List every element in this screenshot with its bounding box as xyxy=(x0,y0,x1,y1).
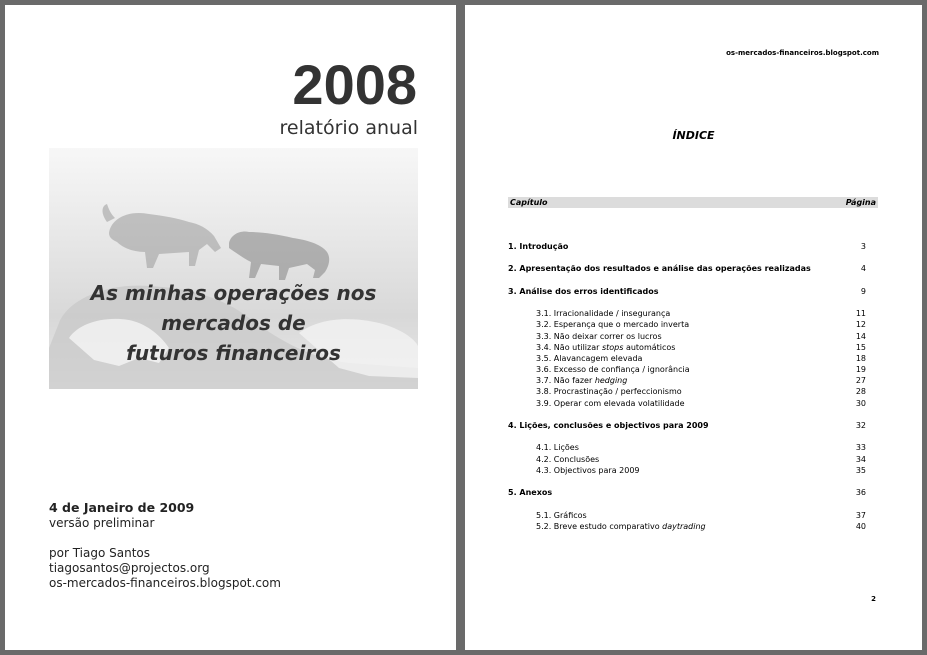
entry-label: 4.3. Objectivos para 2009 xyxy=(536,465,640,475)
index-spacer xyxy=(508,498,866,509)
entry-page: 14 xyxy=(855,331,866,341)
entry-page: 3 xyxy=(860,242,866,251)
entry-label: 3.7. Não fazer xyxy=(536,376,593,386)
entry-label: 5. Anexos xyxy=(508,488,553,498)
entry-label-italic: hedging xyxy=(594,376,628,386)
entry-label: 5.1. Gráficos xyxy=(536,510,587,520)
entry-label: 3.8. Procrastinação / perfeccionismo xyxy=(536,387,682,397)
index-section-entry xyxy=(508,386,866,397)
entry-label: 2. Apresentação dos resultados e análise das operações realizadas xyxy=(508,264,811,274)
index-spacer xyxy=(508,275,866,286)
entry-label: 3.1. Irracionalidade / insegurança xyxy=(536,309,671,319)
index-section-entry xyxy=(508,319,866,330)
index-section-entry xyxy=(508,521,866,532)
entry-page: 32 xyxy=(855,421,866,430)
entry-page: 11 xyxy=(855,309,866,319)
entry-label: 3.2. Esperança que o mercado inverta xyxy=(536,320,690,330)
index-title: ÍNDICE xyxy=(672,129,715,142)
index-page xyxy=(465,5,922,650)
index-chapter-entry xyxy=(508,487,866,498)
index-section-entry xyxy=(508,331,866,342)
entry-page: 34 xyxy=(855,454,866,464)
entry-page: 40 xyxy=(855,521,866,531)
entry-page: 12 xyxy=(855,320,866,330)
index-section-entry xyxy=(508,398,866,409)
cover-date: 4 de Janeiro de 2009 xyxy=(49,500,195,515)
entry-label: 3.6. Excesso de confiança / ignorância xyxy=(536,365,690,375)
column-page: Página xyxy=(845,198,876,207)
cover-title-line: As minhas operações nos xyxy=(90,281,377,305)
index-section-entry xyxy=(508,465,866,476)
cover-year: 2008 xyxy=(292,53,417,116)
cover-image xyxy=(49,148,418,389)
index-chapter-entry xyxy=(508,241,866,252)
index-section-entry xyxy=(508,342,866,353)
entry-page: 4 xyxy=(860,264,866,274)
index-spacer xyxy=(508,297,866,308)
entry-label: 3.4. Não utilizar xyxy=(536,342,600,352)
index-section-entry xyxy=(508,308,866,319)
header-url: os-mercados-financeiros.blogspot.com xyxy=(726,49,879,57)
page-number: 2 xyxy=(871,595,876,603)
cover-subtitle: relatório anual xyxy=(279,117,418,139)
entry-label: 3.5. Alavancagem elevada xyxy=(536,353,643,363)
entry-page: 15 xyxy=(855,342,866,352)
author-email: tiagosantos@projectos.org xyxy=(49,561,210,575)
entry-page: 28 xyxy=(855,387,866,397)
entry-label: 3.3. Não deixar correr os lucros xyxy=(536,331,662,341)
index-spacer xyxy=(508,476,866,487)
index-section-entry xyxy=(508,454,866,465)
entry-page: 33 xyxy=(855,443,866,453)
cover-version: versão preliminar xyxy=(49,516,155,530)
index-spacer xyxy=(508,431,866,442)
index-section-entry xyxy=(508,510,866,521)
entry-page: 37 xyxy=(855,510,866,520)
entry-label: 4.2. Conclusões xyxy=(536,454,600,464)
author-name: por Tiago Santos xyxy=(49,546,151,560)
entry-label: 5.2. Breve estudo comparativo xyxy=(536,521,660,531)
index-section-entry xyxy=(508,442,866,453)
entry-label: 4.1. Lições xyxy=(536,443,579,453)
index-chapter-entry xyxy=(508,263,866,274)
entry-page: 9 xyxy=(860,286,866,296)
entry-label: 1. Introdução xyxy=(508,242,569,251)
entry-label-italic: daytrading xyxy=(662,521,706,531)
entry-label-italic: stops xyxy=(601,342,624,352)
entry-page: 27 xyxy=(855,376,866,386)
index-chapter-entry xyxy=(508,420,866,431)
index-column-header xyxy=(508,197,878,208)
entry-page: 36 xyxy=(855,488,866,498)
entry-label: 3.9. Operar com elevada volatilidade xyxy=(536,398,685,408)
column-chapter: Capítulo xyxy=(510,198,548,207)
cover-page xyxy=(5,5,456,650)
entry-label: 4. Lições, conclusões e objectivos para 2009 xyxy=(508,421,709,430)
entry-label: 3. Análise dos erros identificados xyxy=(508,286,659,296)
cover-title-line: mercados de xyxy=(161,311,306,335)
index-section-entry xyxy=(508,375,866,386)
entry-label-rest: automáticos xyxy=(623,342,676,352)
cover-title-line: futuros financeiros xyxy=(126,341,341,365)
index-section-entry xyxy=(508,353,866,364)
entry-page: 30 xyxy=(855,398,866,408)
index-spacer xyxy=(508,252,866,263)
cover-title xyxy=(49,278,418,368)
index-spacer xyxy=(508,409,866,420)
entry-page: 18 xyxy=(855,353,866,363)
entry-page: 35 xyxy=(855,465,866,475)
index-list xyxy=(508,241,866,532)
cover-author-block xyxy=(49,546,281,591)
index-chapter-entry xyxy=(508,286,866,297)
index-section-entry xyxy=(508,364,866,375)
author-blog: os-mercados-financeiros.blogspot.com xyxy=(49,576,281,590)
entry-page: 19 xyxy=(855,365,866,375)
